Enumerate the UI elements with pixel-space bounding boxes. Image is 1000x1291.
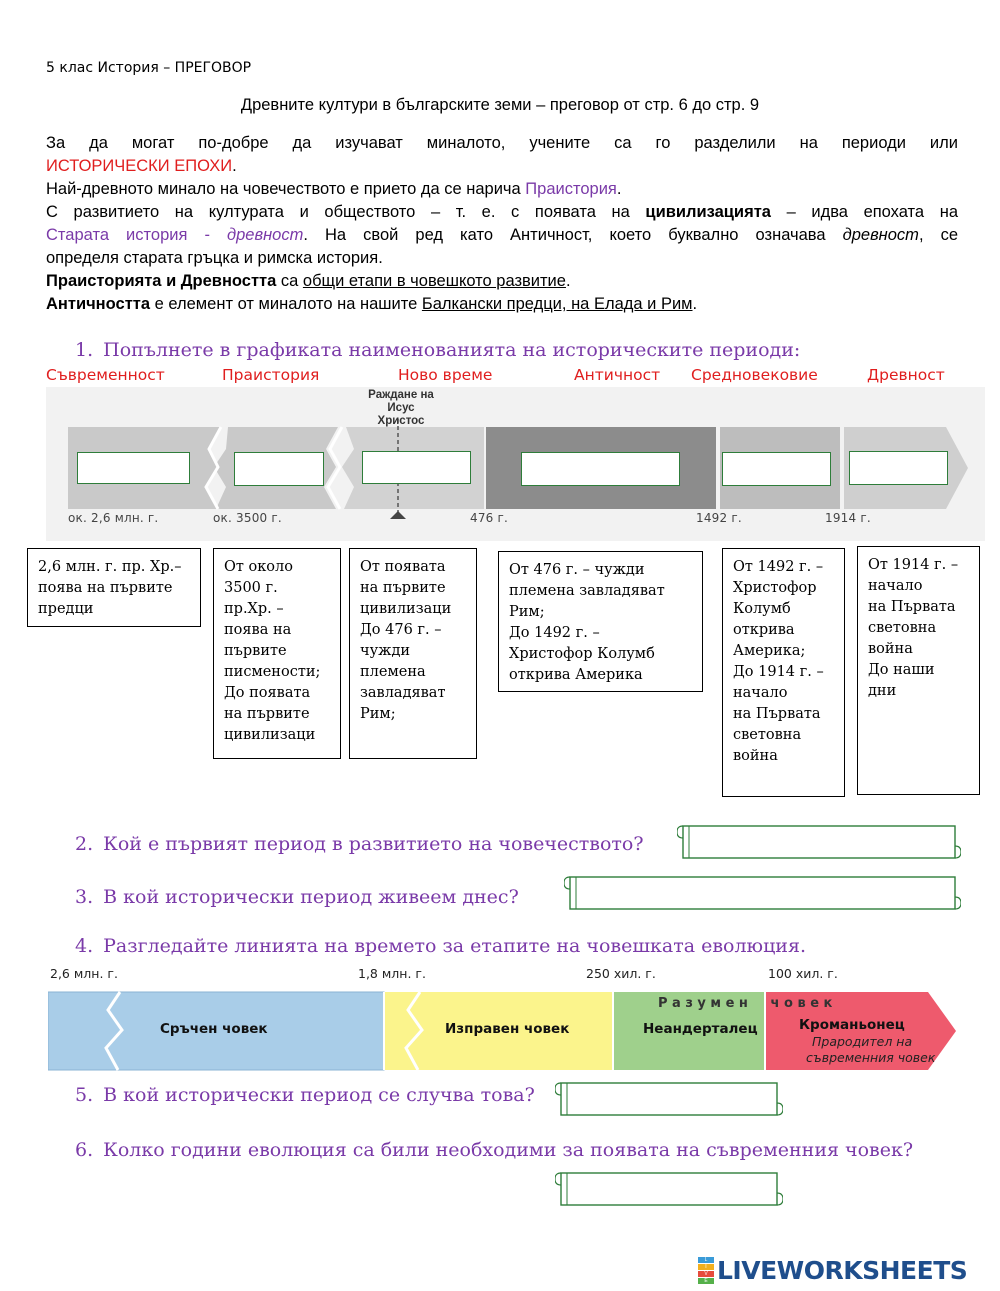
historical-epochs-term: ИСТОРИЧЕСКИ ЕПОХИ <box>46 157 233 175</box>
intro-text: . <box>565 272 571 290</box>
intro-text: . На свой ред като Античност, което буквално означава <box>303 226 843 244</box>
ancient-history-term: Старата история - <box>46 226 227 244</box>
question-4 <box>75 935 806 957</box>
evo-tick-2-6-mln: 2,6 млн. г. <box>50 966 118 981</box>
intro-line-7 <box>46 293 958 316</box>
question-number: 4. <box>75 935 94 957</box>
antiquity-bold-term: Античността <box>46 295 151 313</box>
intro-line-5: определя старата гръцка и римска история. <box>46 249 383 267</box>
answer-input-q3[interactable] <box>564 871 961 915</box>
intro-line-1 <box>46 132 958 155</box>
intro-line-4 <box>46 224 958 247</box>
cromagnon-subtitle-line-2: съвременния човек <box>806 1050 936 1065</box>
birth-label-line: Исус Христос <box>377 402 425 427</box>
brand-name: LIVEWORKSHEETS <box>717 1255 968 1285</box>
cromagnon-subtitle-line: Прародител на <box>812 1034 913 1049</box>
period-answer-5[interactable] <box>722 452 831 486</box>
question-number: 6. <box>75 1139 94 1161</box>
intro-text: е елемент от миналото на нашите <box>150 295 422 313</box>
question-5 <box>75 1084 535 1106</box>
option-antiquity[interactable]: Античност <box>574 366 661 384</box>
birth-label <box>366 389 436 428</box>
description-box-4: От 476 г. – чужди племена завладяват Рим; До 1492 г. – Христофор Колумб открива Америка <box>498 551 703 692</box>
intro-text: . <box>616 180 622 198</box>
intro-line-6 <box>46 270 958 293</box>
question-text: Попълнете в графиката наименованията на историческите периоди: <box>103 339 801 361</box>
tick-2-6-mln: ок. 2,6 млн. г. <box>68 511 159 525</box>
answer-input-q5[interactable] <box>555 1077 783 1121</box>
period-answer-3[interactable] <box>362 451 471 484</box>
question-text: Разгледайте линията на времето за етапите на човешката еволюция. <box>103 935 806 957</box>
description-box-6: От 1914 г. – начало на Първата световна война До наши дни <box>857 546 980 795</box>
birth-label-line: Раждане на <box>368 389 434 401</box>
tick-3500: ок. 3500 г. <box>213 511 282 525</box>
cromagnon-subtitle <box>812 1035 912 1049</box>
birth-marker-base <box>390 511 406 519</box>
intro-line-2 <box>46 178 958 201</box>
question-1 <box>75 339 800 361</box>
intro-text: Най-древното минало на човечеството е прието да се нарича <box>46 180 526 198</box>
period-answer-1[interactable] <box>77 452 190 484</box>
option-prehistory[interactable]: Праистория <box>222 366 320 384</box>
answer-input-q6[interactable] <box>555 1167 783 1211</box>
homo-sapiens-banner: Р а з у м е н ч о в е к <box>658 996 833 1011</box>
stage-cromagnon: Кроманьонец <box>799 1017 905 1033</box>
stage-erectus: Изправен човек <box>445 1021 570 1037</box>
page-title: Древните култури в българските земи – преговор от стр. 6 до стр. 9 <box>240 96 760 114</box>
period-answer-2[interactable] <box>234 452 324 486</box>
option-modern-times[interactable]: Съвременност <box>46 366 165 384</box>
intro-text: – идва епохата на <box>770 203 958 221</box>
question-3 <box>75 886 519 908</box>
question-number: 5. <box>75 1084 94 1106</box>
option-new-age[interactable]: Ново време <box>398 366 493 384</box>
intro-text: С развитието на културата и обществото – т. е. с появата на <box>46 203 646 221</box>
evo-tick-1-8-mln: 1,8 млн. г. <box>358 966 426 981</box>
intro-underlined: общи етапи в човешкото развитие <box>302 272 566 290</box>
question-6 <box>75 1139 913 1161</box>
stage-habilis: Сръчен човек <box>160 1021 268 1037</box>
intro-text: , се <box>918 226 958 244</box>
question-number: 2. <box>75 833 94 855</box>
intro-line-3 <box>46 201 958 224</box>
stage-neanderthal: Неандерталец <box>643 1021 758 1037</box>
intro-text: са <box>276 272 303 290</box>
question-text: Колко години еволюция са били необходими за появата на съвременния човек? <box>103 1139 914 1161</box>
evo-tick-250k: 250 хил. г. <box>586 966 656 981</box>
question-number: 1. <box>75 339 94 361</box>
question-2 <box>75 833 644 855</box>
intro-line-1b <box>46 155 958 178</box>
intro-text: За да могат по-добре да изучават миналото, учените са го разделили на периоди или <box>46 134 958 152</box>
description-box-1: 2,6 млн. г. пр. Хр.– поява на първите предци <box>27 548 201 627</box>
period-answer-6[interactable] <box>849 451 948 485</box>
tick-1492: 1492 г. <box>696 511 742 525</box>
description-box-2: От около 3500 г. пр.Хр. – поява на първите писмености; До появата на първите цивилизаци <box>213 548 341 759</box>
liveworksheets-logo <box>698 1256 967 1284</box>
answer-input-q2[interactable] <box>677 820 961 864</box>
tick-1914: 1914 г. <box>825 511 871 525</box>
prehistory-antiquity-term: Праисторията и Древността <box>46 272 277 290</box>
intro-text: . <box>692 295 698 313</box>
period-answer-4[interactable] <box>521 452 680 486</box>
evo-tick-100k: 100 хил. г. <box>768 966 838 981</box>
option-middle-ages[interactable]: Средновековие <box>691 366 818 384</box>
question-text: В кой исторически период живеем днес? <box>103 886 519 908</box>
description-box-3: От появата на първите цивилизаци До 476 г. – чужди племена завладяват Рим; <box>349 548 477 759</box>
antiquity-term: древност <box>227 226 304 244</box>
live-badge-icon: L I V E <box>698 1257 714 1284</box>
question-number: 3. <box>75 886 94 908</box>
description-box-5: От 1492 г. – Христофор Колумб открива Америка; До 1914 г. – начало на Първата световна война <box>722 548 845 797</box>
civilization-term: цивилизацията <box>645 203 771 221</box>
question-text: Кой е първият период в развитието на човечеството? <box>103 833 644 855</box>
tick-476: 476 г. <box>470 511 509 525</box>
question-text: В кой исторически период се случва това? <box>103 1084 535 1106</box>
option-ancient-times[interactable]: Древност <box>867 366 945 384</box>
subject-header: 5 клас История – ПРЕГОВОР <box>46 60 252 76</box>
prehistory-term: Праистория <box>525 180 617 198</box>
intro-text: древност <box>842 226 919 244</box>
intro-underlined: Балкански предци, на Елада и Рим <box>421 295 693 313</box>
intro-text: . <box>232 157 237 175</box>
